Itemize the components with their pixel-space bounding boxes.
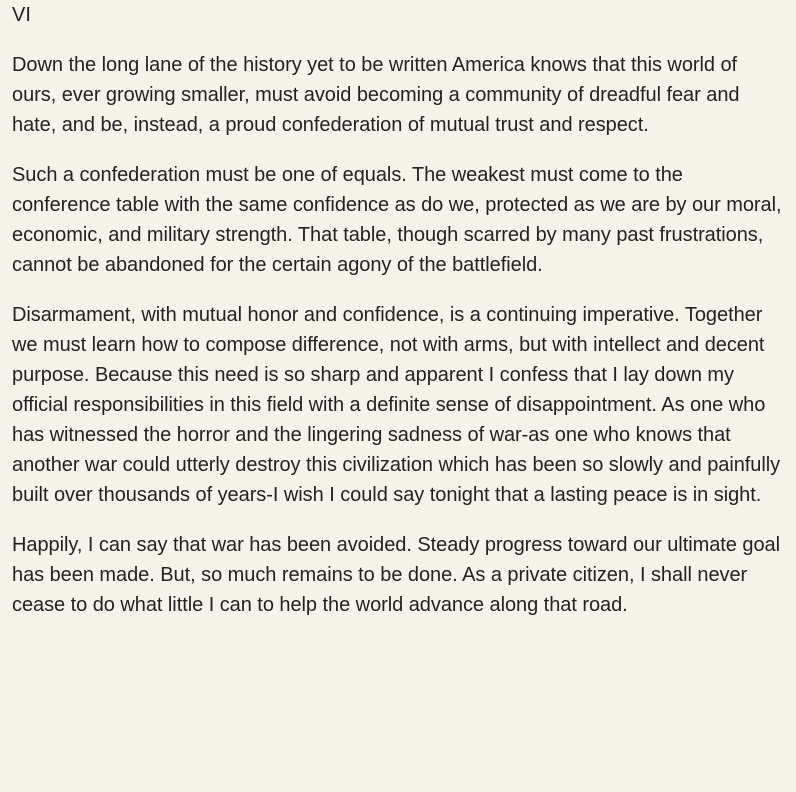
section-heading: VI [12,4,31,26]
paragraph-1: Down the long lane of the history yet to be written America knows that this world of ours, ever growing smaller, must avoid becoming a community of dreadful fear and hate, and be, instead, a proud confederation of mutual trust and respect. [12,54,740,136]
paragraph-3: Disarmament, with mutual honor and confidence, is a continuing imperative. Together we must learn how to compose difference, not with arms, but with intellect and decent purpose. Because this need is so sharp and apparent I confess that I lay down my official responsibilities in this field with a definite sense of disappointment. As one who has witnessed the horror and the lingering sadness of war-as one who knows that another war could utterly destroy this civilization which has been so slowly and painfully built over thousands of years-I wish I could say tonight that a lasting peace is in sight. [12,304,781,506]
paragraph-4: Happily, I can say that war has been avoided. Steady progress toward our ultimate goal has been made. But, so much remains to be done. As a private citizen, I shall never cease to do what little I can to help the world advance along that road. [12,534,780,616]
paragraph-2: Such a confederation must be one of equals. The weakest must come to the conference table with the same confidence as do we, protected as we are by our moral, economic, and military strength. That table, though scarred by many past frustrations, cannot be abandoned for the certain agony of the battlefield. [12,164,782,276]
